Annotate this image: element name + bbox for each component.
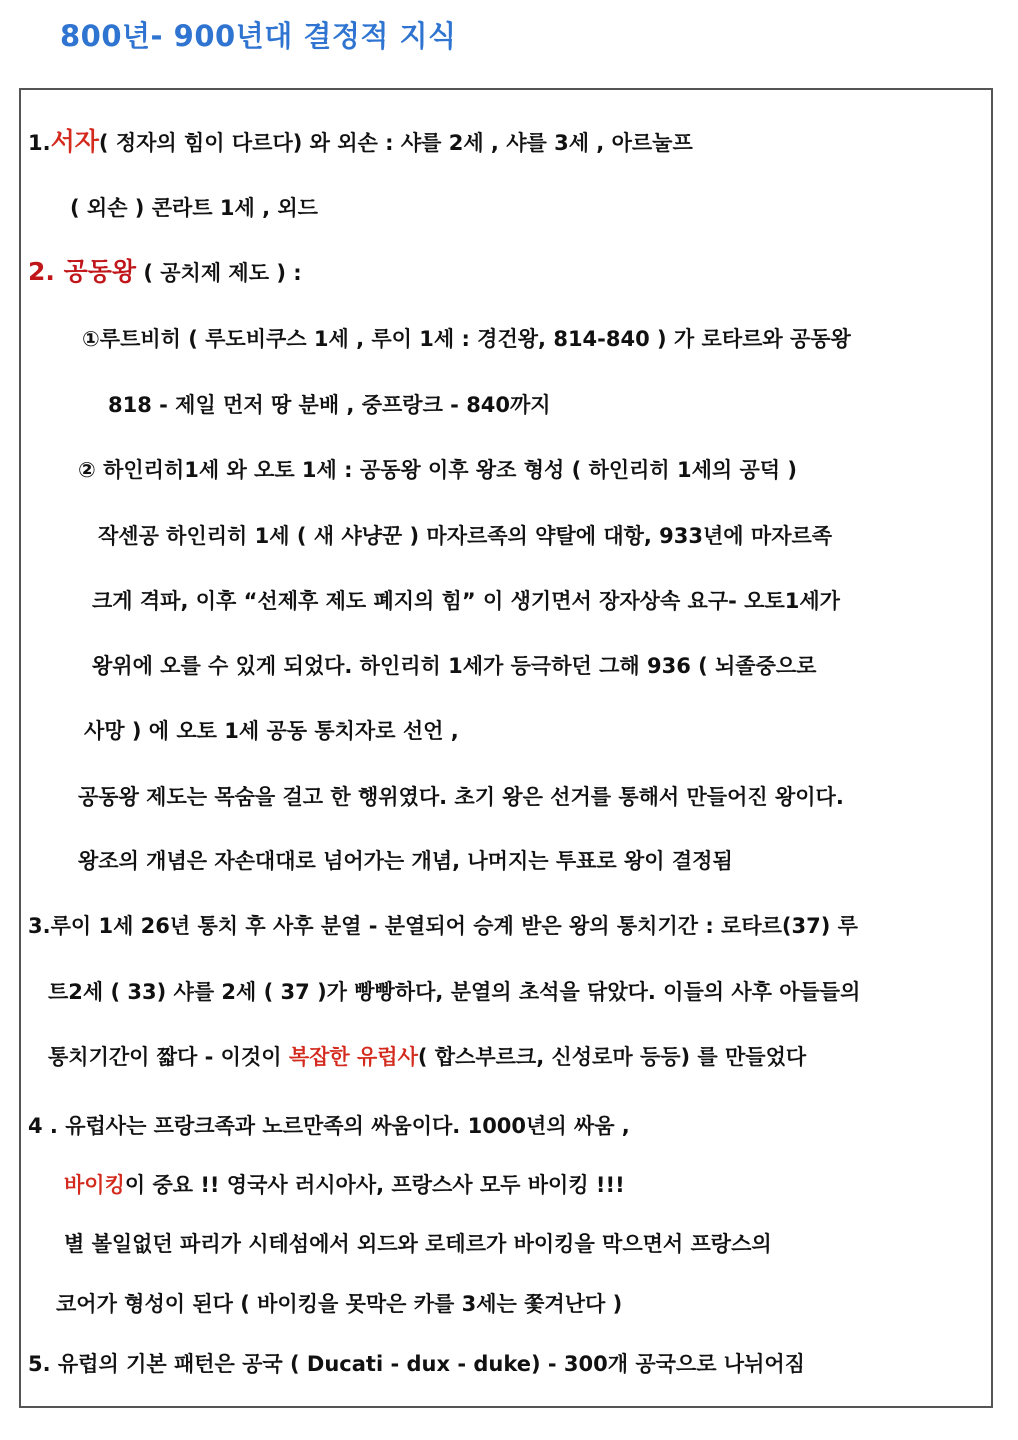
line-10: 사망 ) 에 오토 1세 공동 통치자로 선언 , <box>84 719 459 743</box>
line-17: 바이킹이 중요 !! 영국사 러시아사, 프랑스사 모두 바이킹 !!! <box>64 1173 625 1197</box>
line-19: 코어가 형성이 된다 ( 바이킹을 못막은 카를 3세는 쫓겨난다 ) <box>56 1292 623 1316</box>
line-15: 통치기간이 짧다 - 이것이 복잡한 유럽사( 합스부르크, 신성로마 등등) 를 만들었다 <box>48 1045 807 1069</box>
line-7: 작센공 하인리히 1세 ( 새 샤냥꾼 ) 마자르족의 약탈에 대항, 933년에 마자르족 <box>98 524 833 548</box>
line-13: 3.루이 1세 26년 통치 후 사후 분열 - 분열되어 승계 받은 왕의 통치기간 : 로타르(37) 루 <box>28 914 858 938</box>
line-6: ② 하인리히1세 와 오토 1세 : 공동왕 이후 왕조 형성 ( 하인리히 1세의 공덕 ) <box>78 458 797 482</box>
line-16: 4 . 유럽사는 프랑크족과 노르만족의 싸움이다. 1000년의 싸움 , <box>28 1114 630 1138</box>
line-11: 공동왕 제도는 목숨을 걸고 한 행위였다. 초기 왕은 선거를 통해서 만들어진 왕이다. <box>78 785 844 809</box>
line-9: 왕위에 오를 수 있게 되었다. 하인리히 1세가 등극하던 그해 936 ( 뇌졸중으로 <box>92 654 817 678</box>
line-2: ( 외손 ) 콘라트 1세 , 외드 <box>70 196 318 220</box>
line-3: 2. 공동왕 ( 공치제 제도 ) : <box>28 257 302 286</box>
line-8: 크게 격파, 이후 “선제후 제도 폐지의 힘” 이 생기면서 장자상속 요구- 오토1세가 <box>92 589 840 613</box>
line-1: 1.서자( 정자의 힘이 다르다) 와 외손 : 샤를 2세 , 샤를 3세 , 아르눌프 <box>28 127 693 156</box>
line-14: 트2세 ( 33) 샤를 2세 ( 37 )가 빵빵하다, 분열의 초석을 닦았다. 이들의 사후 아들들의 <box>48 980 861 1004</box>
line-12: 왕조의 개념은 자손대대로 넘어가는 개념, 나머지는 투표로 왕이 결정됨 <box>78 849 733 873</box>
line-20: 5. 유럽의 기본 패턴은 공국 ( Ducati - dux - duke) - 300개 공국으로 나뉘어짐 <box>28 1352 805 1376</box>
line-5: 818 - 제일 먼저 땅 분배 , 중프랑크 - 840까지 <box>108 393 551 417</box>
line-18: 별 볼일없던 파리가 시테섬에서 외드와 로테르가 바이킹을 막으면서 프랑스의 <box>64 1232 772 1256</box>
line-4: ①루트비히 ( 루도비쿠스 1세 , 루이 1세 : 경건왕, 814-840 ) 가 로타르와 공동왕 <box>82 327 851 351</box>
page-title: 800년- 900년대 결정적 지식 <box>60 19 457 53</box>
